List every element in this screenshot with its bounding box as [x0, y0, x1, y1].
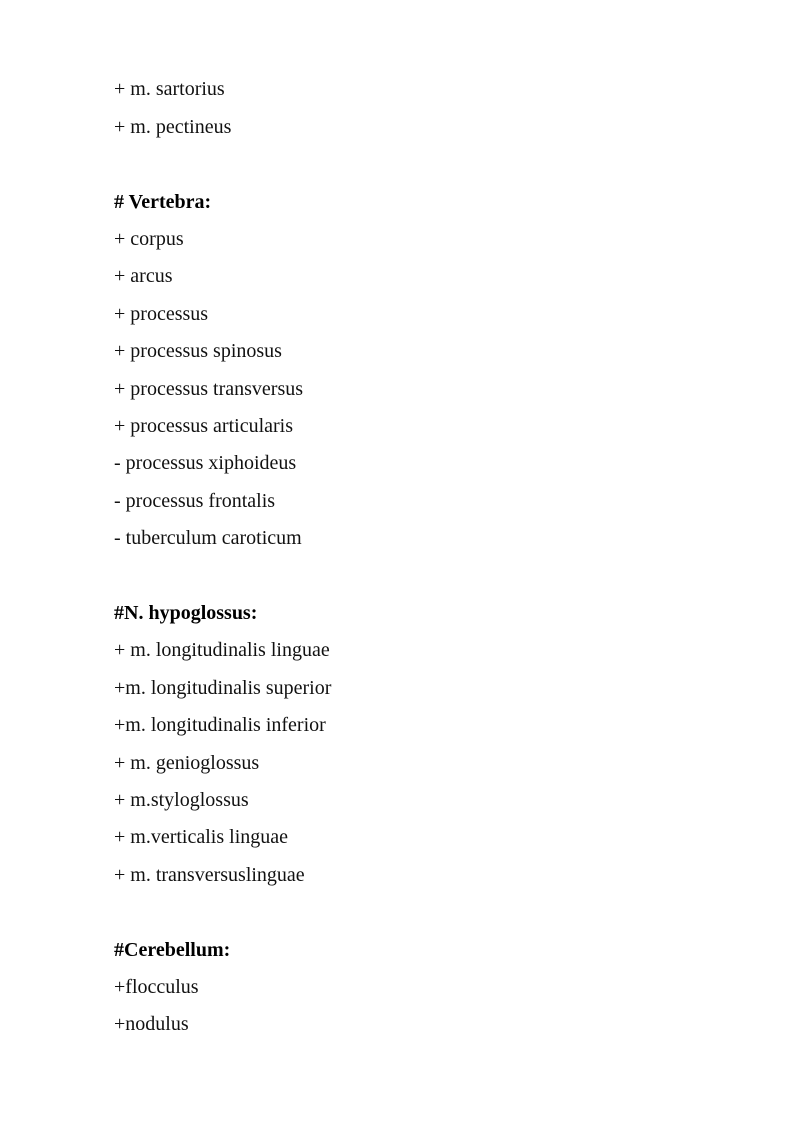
- list-item: + m. pectineus: [114, 116, 232, 138]
- list-item: + processus: [114, 303, 209, 325]
- list-item: + m.styloglossus: [114, 789, 249, 811]
- list-item: + m.verticalis linguae: [114, 826, 289, 848]
- list-item: +m. longitudinalis superior: [114, 677, 332, 699]
- list-item: + corpus: [114, 228, 184, 250]
- list-item: + processus spinosus: [114, 340, 282, 362]
- list-item: +m. longitudinalis inferior: [114, 714, 326, 736]
- section-heading-vertebra: # Vertebra:: [114, 191, 212, 213]
- list-item: +nodulus: [114, 1013, 189, 1035]
- list-item: + m. genioglossus: [114, 752, 260, 774]
- list-item: - tuberculum caroticum: [114, 527, 302, 549]
- section-heading-cerebellum: #Cerebellum:: [114, 939, 231, 961]
- list-item: - processus xiphoideus: [114, 452, 297, 474]
- list-item: + m. sartorius: [114, 78, 225, 100]
- section-heading-hypoglossus: #N. hypoglossus:: [114, 602, 258, 624]
- list-item: + processus articularis: [114, 415, 294, 437]
- list-item: - processus frontalis: [114, 490, 276, 512]
- list-item: +flocculus: [114, 976, 199, 998]
- list-item: + m. longitudinalis linguae: [114, 639, 330, 661]
- list-item: + arcus: [114, 265, 173, 287]
- list-item: + m. transversuslinguae: [114, 864, 305, 886]
- list-item: + processus transversus: [114, 378, 304, 400]
